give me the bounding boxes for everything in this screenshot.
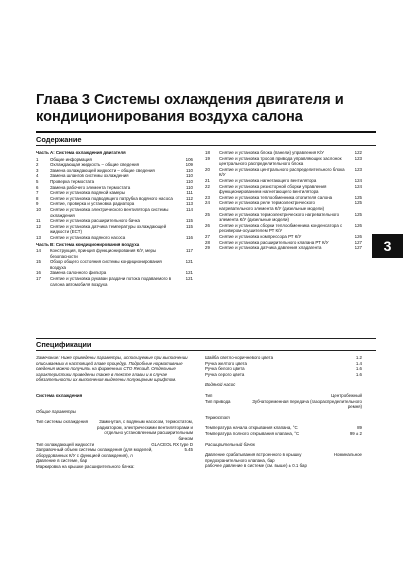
specs-rule bbox=[36, 350, 376, 351]
toc-page-number: 111 bbox=[186, 190, 193, 196]
toc-page-number: 123 bbox=[354, 166, 362, 172]
toc-number: 16 bbox=[36, 270, 41, 276]
toc-row[interactable] bbox=[205, 200, 362, 211]
toc-page-number: 125 bbox=[354, 211, 362, 217]
title-rule bbox=[36, 131, 376, 133]
thermostat-heading: Термостат bbox=[205, 414, 230, 420]
toc-number: 26 bbox=[205, 222, 210, 228]
cooling-heading: Система охлаждения bbox=[36, 392, 83, 398]
toc-page-number: 110 bbox=[186, 167, 193, 173]
toc-page-number: 126 bbox=[354, 233, 362, 239]
toc-page-number: 117 bbox=[186, 248, 193, 254]
toc-title: Замена рабочего элемента термостата bbox=[50, 184, 131, 190]
toc-title: Замена шлангов системы охлаждения bbox=[50, 173, 129, 179]
toc-number: 18 bbox=[205, 150, 210, 155]
thermo-open-full-row bbox=[205, 431, 362, 437]
toc-row[interactable] bbox=[36, 248, 193, 259]
toc-number: 29 bbox=[205, 245, 210, 251]
toc-number: 22 bbox=[205, 183, 210, 189]
pump-heading: Водяной насос bbox=[205, 382, 236, 388]
tank-pressure-label: Давление срабатывания встроенного в крышку предохранительного клапана, бар bbox=[205, 452, 302, 463]
toc-left-column bbox=[36, 150, 193, 287]
toc-row[interactable] bbox=[36, 224, 193, 235]
specs-heading: Спецификации bbox=[36, 340, 92, 349]
toc-title: Снятие и установка водяной камеры bbox=[50, 190, 126, 196]
toc-number: 12 bbox=[36, 223, 41, 229]
marking-label: Маркировка на крышке расширительного бачка: bbox=[36, 463, 135, 469]
toc-page-number: 113 bbox=[186, 201, 193, 207]
toc-title: Снятие и установка блока (панели) управления К/У bbox=[219, 150, 324, 155]
tank-pressure-value: Номинальное bbox=[333, 452, 362, 458]
tank-pressure-row bbox=[205, 452, 362, 463]
toc-page-number: 121 bbox=[185, 270, 193, 276]
specs-right-column bbox=[205, 355, 362, 469]
marking-label: Шайба светло-коричневого цвета bbox=[205, 355, 274, 360]
toc-title: Снятие и установка подводящего патрубка водяного насоса bbox=[50, 195, 173, 201]
toc-number: 14 bbox=[36, 248, 41, 254]
toc-number: 15 bbox=[36, 259, 41, 265]
toc-number: 1 bbox=[36, 156, 39, 162]
specs-note: Замечание: Ниже приведены параметры, используемые при выполнении описываемых в настоящей главе процедур. Подробные нормативные сведения можно получить на фирменных СТО Renault. Отдельные характеристики приведены также в тексте главы и в случае обязательности их выполнения выделены полужирным шрифтом. bbox=[36, 355, 188, 383]
pump-drive-label: Тип привода bbox=[205, 398, 231, 404]
toc-page-number: 110 bbox=[186, 184, 193, 190]
toc-number: 4 bbox=[36, 173, 39, 179]
toc-title: Снятие и установка теплообменника отопителя салона bbox=[219, 194, 333, 200]
toc-row[interactable] bbox=[205, 167, 362, 178]
thermo-open-full-value: 99 ± 2 bbox=[349, 430, 362, 436]
toc-number: 20 bbox=[205, 166, 210, 172]
toc-number: 9 bbox=[36, 201, 39, 207]
system-type-value: Замкнутая, с водяным насосом, термостатом, радиатором, электрическими вентиляторами и отдельно установленным расширительным бачком bbox=[97, 419, 193, 441]
toc-title: Снятие и установка нагнетающего вентилятора bbox=[219, 177, 317, 183]
toc-page-number: 116 bbox=[186, 234, 193, 240]
toc-title: Снятие и установка рукаван раздачи потока подаваемого в салона автомобиля воздуха bbox=[50, 276, 172, 287]
contents-rule bbox=[36, 145, 376, 146]
toc-number: 25 bbox=[205, 211, 210, 217]
marking-row bbox=[205, 372, 362, 378]
coolant-type-label: Тип охлаждающей жидкости bbox=[36, 441, 95, 447]
toc-row[interactable] bbox=[36, 276, 193, 287]
pump-drive-value: Зубчатоременная передача (газораспределительного ремня) bbox=[252, 398, 362, 410]
toc-page-number: 115 bbox=[186, 218, 193, 224]
tank-pressure-label2: рабочее давление в системе (см. выше) ± 0.1 бар bbox=[205, 463, 307, 469]
toc-page-number: 106 bbox=[185, 156, 193, 162]
toc-number: 13 bbox=[36, 234, 41, 240]
toc-title: Снятие и установка компрессора РТ К/У bbox=[219, 233, 302, 239]
chapter-title: Глава 3 Системы охлаждения двигателя и кондиционирования воздуха салона bbox=[36, 92, 344, 125]
toc-row[interactable] bbox=[205, 223, 362, 234]
toc-title: Снятие и установка термоэлектрического нагревательного элемента К/У (дизельные модели) bbox=[219, 211, 340, 223]
toc-number: 11 bbox=[36, 218, 41, 224]
toc-number: 8 bbox=[36, 195, 39, 201]
capacity-label: Заправочный объем системы охлаждения (для моделей, оборудованных К/У с функцией охлаждения), л bbox=[36, 447, 153, 458]
marking-value: 1.6 bbox=[355, 366, 362, 372]
toc-number: 19 bbox=[205, 155, 210, 161]
toc-page-number: 127 bbox=[354, 239, 362, 245]
toc-title: Снятие и установка сборки теплообменника конденсатора с ресивером-осушителем РТ К/У bbox=[219, 222, 343, 234]
toc-title: Проверка термостата bbox=[50, 178, 95, 184]
toc-title: Снятие и установка реле термоэлектрического нагревательного элемента К/У (дизельные модели) bbox=[219, 200, 325, 211]
marking-value: 1.2 bbox=[355, 355, 362, 360]
toc-part-a: Часть А: Система охлаждения двигателя bbox=[36, 150, 126, 155]
system-type-row bbox=[36, 419, 193, 441]
toc-row[interactable] bbox=[205, 184, 362, 195]
general-params-heading: Общие параметры bbox=[36, 408, 77, 414]
toc-title: Снятие и установка тросов привода управляющих заслонок центрального распределительного блока bbox=[219, 155, 342, 167]
toc-number: 21 bbox=[205, 177, 210, 183]
toc-title: Конструкция, принцип функционирования К/У, меры безопасности bbox=[50, 248, 157, 259]
toc-row[interactable] bbox=[205, 245, 362, 251]
toc-number: 28 bbox=[205, 239, 210, 245]
contents-heading: Содержание bbox=[36, 135, 82, 144]
pump-type-label: Тип bbox=[205, 392, 213, 398]
toc-row[interactable] bbox=[36, 207, 193, 218]
toc-number: 24 bbox=[205, 200, 210, 206]
toc-right-column bbox=[205, 150, 362, 251]
coolant-type-value: GLACEOL RX type D bbox=[151, 441, 193, 447]
toc-title: Снятие и установка расширительного клапана РТ К/У bbox=[219, 239, 329, 245]
toc-number: 27 bbox=[205, 233, 210, 239]
toc-number: 3 bbox=[36, 167, 39, 173]
thermo-open-start-value: 89 bbox=[357, 425, 362, 431]
toc-title: Замена салонного фильтра bbox=[50, 270, 107, 276]
toc-page-number: 114 bbox=[186, 206, 193, 212]
toc-number: 7 bbox=[36, 190, 39, 196]
specs-left-column bbox=[36, 355, 193, 470]
pump-drive-row bbox=[205, 399, 362, 410]
toc-number: 6 bbox=[36, 184, 39, 190]
marking-label: Ручка белого цвета bbox=[205, 366, 245, 372]
system-type-label: Тип системы охлаждения bbox=[36, 419, 88, 425]
toc-page-number: 110 bbox=[186, 173, 193, 179]
toc-page-number: 125 bbox=[354, 200, 362, 206]
toc-title: Снятие и установка электрического вентилятора системы охлаждения bbox=[50, 206, 169, 218]
toc-number: 5 bbox=[36, 178, 39, 184]
toc-title: Общие информация bbox=[50, 156, 92, 162]
toc-title: Снятие и установка резисторной сборки управления функционированием нагнетающего вентилятора bbox=[219, 183, 327, 195]
toc-row[interactable] bbox=[205, 212, 362, 223]
toc-page-number: 127 bbox=[354, 245, 362, 251]
capacity-value: 5.45 bbox=[184, 447, 193, 453]
toc-page-number: 126 bbox=[354, 222, 362, 228]
capacity-row bbox=[36, 447, 193, 458]
toc-title: Обзор общего состояния системы кондиционирования воздуха bbox=[50, 259, 162, 270]
toc-title: Снятие и установка водяного насоса bbox=[50, 234, 126, 240]
toc-page-number: 124 bbox=[354, 177, 362, 183]
chapter-tab[interactable]: 3 bbox=[372, 234, 403, 258]
toc-title: Снятие, проверка и установка радиатора bbox=[50, 201, 135, 207]
tank-heading: Расширительный бачок bbox=[205, 441, 255, 447]
toc-part-b: Часть B: Система кондиционирования воздуха bbox=[36, 241, 140, 247]
pump-type-value: Центробежный bbox=[331, 392, 362, 398]
toc-page-number: 115 bbox=[186, 223, 193, 229]
toc-row[interactable] bbox=[36, 235, 193, 241]
toc-number: 10 bbox=[36, 206, 41, 212]
toc-title: Снятие и установка центрального распределительного блока К/У bbox=[219, 166, 345, 178]
toc-title: Замена охлаждающей жидкости – общие сведения bbox=[50, 167, 155, 173]
toc-page-number: 124 bbox=[354, 183, 362, 189]
marking-value: 1.6 bbox=[355, 371, 362, 377]
toc-title: Снятие и установка расширительного бачка bbox=[50, 218, 140, 224]
toc-title: Снятие и установка датчика давления хладагента bbox=[219, 245, 322, 251]
thermo-open-start-label: Температура начала открывания клапана, °С bbox=[205, 425, 298, 431]
toc-page-number: 109 bbox=[185, 162, 193, 168]
thermo-open-full-label: Температура полного открывания клапана, °С bbox=[205, 430, 300, 436]
toc-page-number: 125 bbox=[354, 194, 362, 200]
toc-row[interactable] bbox=[36, 259, 193, 270]
toc-page-number: 122 bbox=[354, 150, 362, 155]
toc-number: 23 bbox=[205, 194, 210, 200]
toc-title: Охлаждающая жидкость – общие сведения bbox=[50, 162, 139, 168]
toc-page-number: 110 bbox=[186, 178, 193, 184]
marking-label: Ручка желтого цвета bbox=[205, 360, 247, 366]
toc-row[interactable] bbox=[205, 156, 362, 167]
toc-title: Снятие и установка датчика температуры охлаждающей жидкости (ECT) bbox=[50, 223, 167, 235]
marking-label: Ручка серого цвета bbox=[205, 371, 245, 377]
pressure-label: Давление в системе, бар bbox=[36, 458, 88, 464]
toc-page-number: 121 bbox=[185, 259, 193, 265]
marking-value: 1.4 bbox=[355, 360, 362, 366]
specs-rule-top bbox=[36, 338, 376, 339]
toc-number: 2 bbox=[36, 162, 39, 168]
toc-page-number: 121 bbox=[185, 276, 193, 282]
toc-page-number: 123 bbox=[354, 155, 362, 161]
toc-page-number: 112 bbox=[186, 195, 193, 201]
toc-number: 17 bbox=[36, 276, 41, 282]
